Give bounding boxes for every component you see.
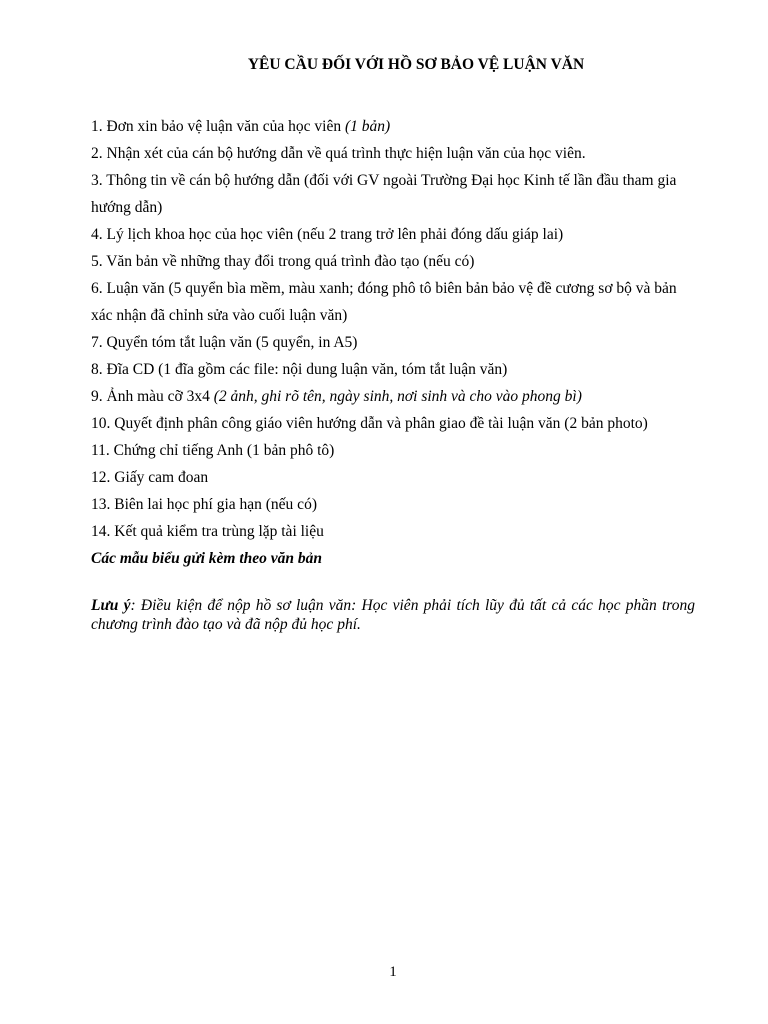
list-item <box>91 437 695 464</box>
list-item <box>91 329 695 356</box>
list-item-text: 14. Kết quả kiểm tra trùng lặp tài liệu <box>91 523 324 540</box>
list-item <box>91 275 695 329</box>
list-item-text: 4. Lý lịch khoa học của học viên (nếu 2 trang trở lên phải đóng dấu giáp lai) <box>91 226 564 243</box>
page-number: 1 <box>389 964 397 980</box>
list-item <box>91 248 695 275</box>
list-item <box>91 464 695 491</box>
list-item <box>91 140 695 167</box>
document-title: YÊU CẦU ĐỐI VỚI HỒ SƠ BẢO VỆ LUẬN VĂN <box>247 56 585 73</box>
list-item <box>91 167 695 221</box>
list-item-text: 1. Đơn xin bảo vệ luận văn của học viên <box>91 118 345 135</box>
list-item-text: 7. Quyển tóm tắt luận văn (5 quyển, in A5) <box>91 334 358 351</box>
list-item-italic-note: (2 ảnh, ghi rõ tên, ngày sinh, nơi sinh và cho vào phong bì) <box>213 388 582 405</box>
list-item-italic-note: (1 bản) <box>344 118 391 135</box>
requirements-list <box>91 113 695 572</box>
list-item-text: 8. Đĩa CD (1 đĩa gồm các file: nội dung luận văn, tóm tắt luận văn) <box>91 361 508 378</box>
list-item <box>91 356 695 383</box>
note-paragraph <box>91 596 695 634</box>
list-item-text: 2. Nhận xét của cán bộ hướng dẫn về quá trình thực hiện luận văn của học viên. <box>91 145 586 162</box>
list-item-text: 11. Chứng chỉ tiếng Anh (1 bản phô tô) <box>91 442 335 459</box>
list-item <box>91 113 695 140</box>
list-item <box>91 410 695 437</box>
list-item-text: 6. Luận văn (5 quyển bìa mềm, màu xanh; đóng phô tô biên bản bảo vệ đề cương sơ bộ và bản xác nhận đã chỉnh sửa vào cuối luận văn) <box>91 280 677 324</box>
note-text: : Điều kiện để nộp hồ sơ luận văn: Học viên phải tích lũy đủ tất cả các học phần trong chương trình đào tạo và đã nộp đủ học phí. <box>91 597 695 633</box>
list-item <box>91 221 695 248</box>
note-label: Lưu ý <box>91 597 131 614</box>
list-item-text: 3. Thông tin về cán bộ hướng dẫn (đối với GV ngoài Trường Đại học Kinh tế lần đầu tham gia hướng dẫn) <box>91 172 677 216</box>
list-item-text: 13. Biên lai học phí gia hạn (nếu có) <box>91 496 317 513</box>
list-item <box>91 383 695 410</box>
list-item-text: 5. Văn bản về những thay đổi trong quá trình đào tạo (nếu có) <box>91 253 475 270</box>
forms-caption: Các mẫu biểu gửi kèm theo văn bản <box>91 550 323 567</box>
list-item-text: 10. Quyết định phân công giáo viên hướng dẫn và phân giao đề tài luận văn (2 bản photo) <box>91 415 648 432</box>
list-item-text: 9. Ảnh màu cỡ 3x4 <box>91 388 214 405</box>
list-item-text: 12. Giấy cam đoan <box>91 469 209 486</box>
list-item <box>91 518 695 545</box>
list-item <box>91 491 695 518</box>
